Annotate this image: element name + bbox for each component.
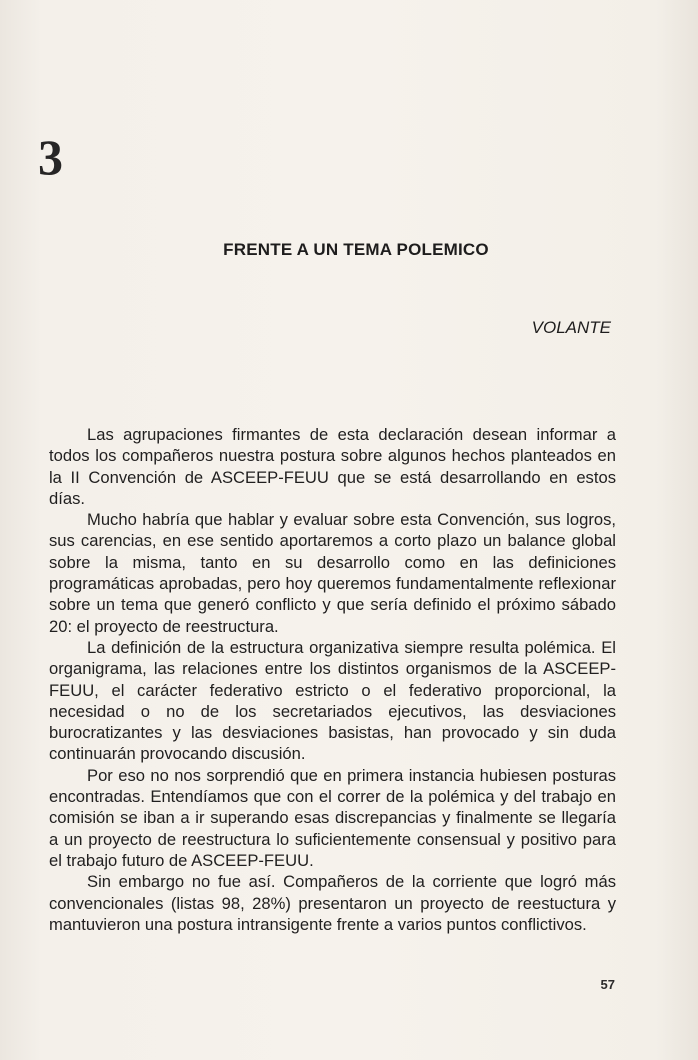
paragraph: Las agrupaciones firmantes de esta declaración desean informar a todos los compañeros nuestra postura sobre algunos hechos planteados en la II Convención de ASCEEP-FEUU que se está desarrollando en estos días. (49, 425, 616, 508)
paragraph: La definición de la estructura organizativa siempre resulta polémica. El organigrama, las relaciones entre los distintos organismos de la ASCEEP-FEUU, el carácter federativo estricto o el federativo proporcional, la necesidad o no de los secretariados ejecutivos, las desviaciones burocratizantes y las desviaciones basistas, han provocado y sin duda continuarán provocando discusión. (49, 637, 616, 764)
page-number: 57 (600, 977, 615, 992)
paragraph: Sin embargo no fue así. Compañeros de la corriente que logró más convencionales (listas 98, 28%) presentaron un proyecto de reestuctura y mantuvieron una postura intransigente frente a varios puntos conflictivos. (49, 872, 616, 934)
source-label: VOLANTE (531, 318, 611, 337)
paragraph: Por eso no nos sorprendió que en primera instancia hubiesen posturas encontradas. Entendíamos que con el correr de la polémica y del trabajo en comisión se iban a ir superando esas discrepancias y finalmente se llegaría a un proyecto de reestructura lo suficientemente consensual y positivo para el trabajo futuro de ASCEEP-FEUU. (49, 765, 616, 870)
chapter-number: 3 (38, 129, 63, 185)
body-text (49, 424, 616, 935)
chapter-title: FRENTE A UN TEMA POLEMICO (223, 240, 489, 259)
paragraph: Mucho habría que hablar y evaluar sobre esta Convención, sus logros, sus carencias, en ese sentido aportaremos a corto plazo un balance global sobre la misma, tanto en su desarrollo como en las definiciones programáticas aprobadas, pero hoy queremos fundamentalmente reflexionar sobre un tema que generó conflicto y que sería definido el próximo sábado 20: el proyecto de reestructura. (49, 510, 616, 636)
